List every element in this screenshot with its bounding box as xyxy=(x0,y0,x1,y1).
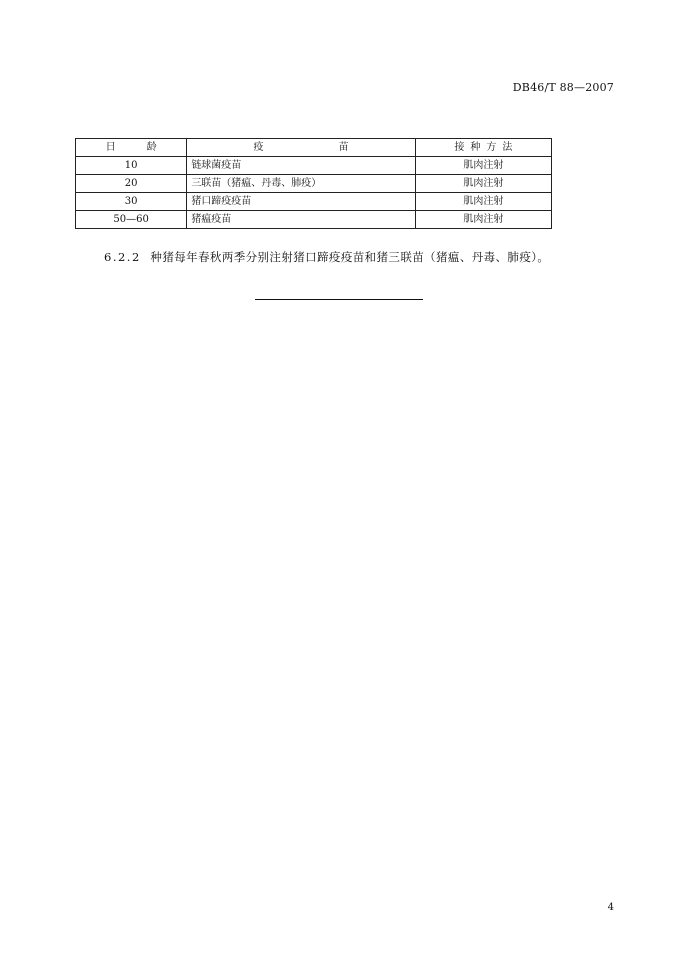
header-day-age: 日 龄 xyxy=(76,139,187,157)
cell-day: 20 xyxy=(76,175,187,193)
cell-day: 50—60 xyxy=(76,211,187,229)
cell-vaccine: 猪口蹄疫疫苗 xyxy=(187,193,416,211)
page-number: 4 xyxy=(607,902,614,913)
header-vaccine: 疫 苗 xyxy=(187,139,416,157)
header-method: 接种方法 xyxy=(415,139,551,157)
table-row xyxy=(76,157,552,175)
table-row xyxy=(76,193,552,211)
cell-method: 肌肉注射 xyxy=(415,175,551,193)
clause-paragraph xyxy=(104,249,549,265)
table-row xyxy=(76,211,552,229)
cell-vaccine: 猪瘟疫苗 xyxy=(187,211,416,229)
cell-method: 肌肉注射 xyxy=(415,211,551,229)
clause-number: 6.2.2 xyxy=(104,250,141,264)
cell-method: 肌肉注射 xyxy=(415,157,551,175)
cell-day: 30 xyxy=(76,193,187,211)
cell-method: 肌肉注射 xyxy=(415,193,551,211)
document-code: DB46/T 88—2007 xyxy=(512,81,614,94)
table-header-row xyxy=(76,139,552,157)
end-of-document-rule xyxy=(255,299,423,300)
cell-vaccine: 链球菌疫苗 xyxy=(187,157,416,175)
vaccination-schedule-table xyxy=(75,138,552,229)
clause-text: 种猪每年春秋两季分别注射猪口蹄疫疫苗和猪三联苗（猪瘟、丹毒、肺疫）。 xyxy=(150,250,550,264)
cell-vaccine: 三联苗（猪瘟、丹毒、肺疫） xyxy=(187,175,416,193)
table-row xyxy=(76,175,552,193)
cell-day: 10 xyxy=(76,157,187,175)
